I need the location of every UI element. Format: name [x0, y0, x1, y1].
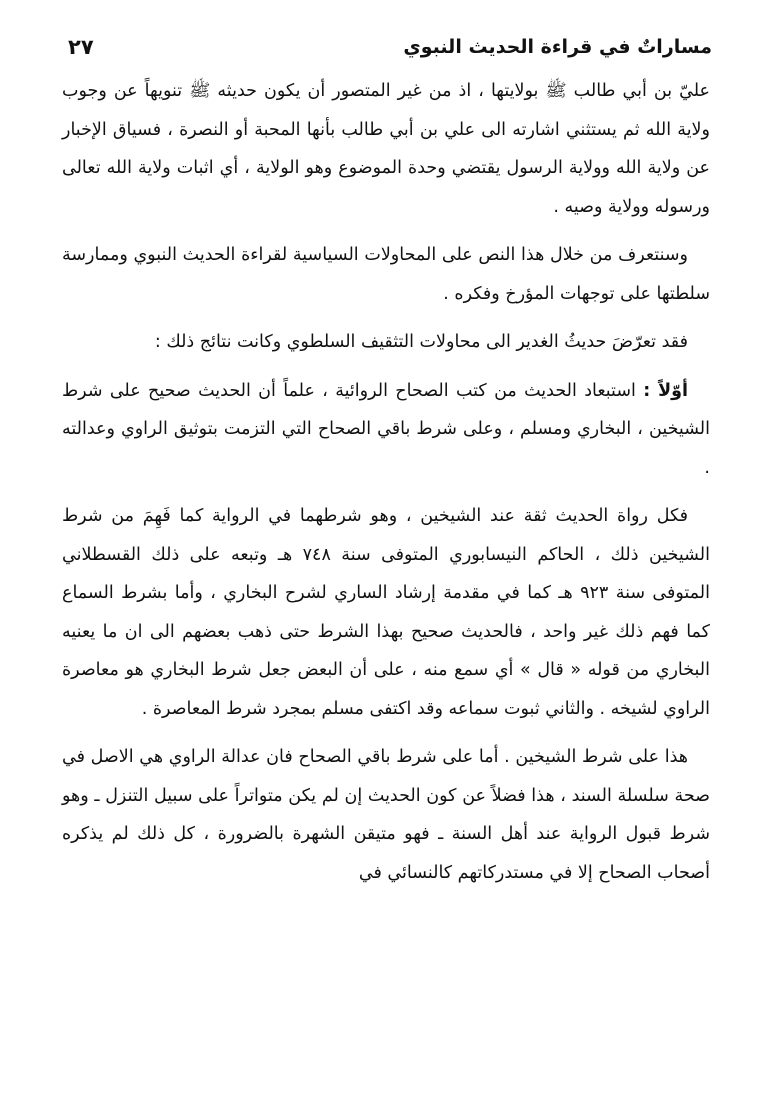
paragraph-4 [62, 372, 710, 488]
paragraph-2: وسنتعرف من خلال هذا النص على المحاولات السياسية لقراءة الحديث النبوي وممارسة سلطتها على توجهات المؤرخ وفكره . [62, 245, 710, 304]
body-text [62, 72, 710, 892]
running-title: مساراتٌ في قراءة الحديث النبوي [403, 36, 712, 58]
paragraph-4-text: استبعاد الحديث من كتب الصحاح الروائية ، علماً أن الحديث صحيح على شرط الشيخين ، البخاري ومسلم ، وعلى شرط باقي الصحاح التي التزمت بتوثيق الراوي وعدالته . [62, 380, 710, 478]
page-number: ٢٧ [68, 35, 94, 59]
paragraph-4-lead: أوّلاً : [643, 380, 688, 401]
paragraph-3: فقد تعرّضَ حديثُ الغدير الى محاولات التثقيف السلطوي وكانت نتائج ذلك : [154, 332, 688, 352]
paragraph-6: هذا على شرط الشيخين . أما على شرط باقي الصحاح فان عدالة الراوي هي الاصل في صحة سلسلة السند ، هذا فضلاً عن كون الحديث إن لم يكن متواتراً على سبيل التنزل ـ وهو شرط قبول الرواية عند أهل السنة ـ فهو متيقن الشهرة بالضرورة ، كل ذلك لم يذكره أصحاب الصحاح إلا في مستدركاتهم كالنسائي في [62, 747, 710, 883]
paragraph-1: عليّ بن أبي طالب ﷺ بولايتها ، اذ من غير المتصور أن يكون حديثه ﷺ تنويهاً عن وجوب ولاية الله ثم يستثني اشارته الى علي بن أبي طالب بأنها المحبة أو النصرة ، فسياق الإخبار عن ولاية الله وولاية الرسول يقتضي وحدة الموضوع وهو الولاية ، أي اثبات ولاية الله تعالى ورسوله وولاية وصيه . [62, 81, 710, 217]
paragraph-5: فكل رواة الحديث ثقة عند الشيخين ، وهو شرطهما في الرواية كما فَهِمَ من شرط الشيخين ذلك ، الحاكم النيسابوري المتوفى سنة ٧٤٨ هـ وتبعه على ذلك القسطلاني المتوفى سنة ٩٢٣ هـ كما في مقدمة إرشاد الساري لشرح البخاري ، وأما بشرط السماع كما فهم ذلك غير واحد ، فالحديث صحيح بهذا الشرط حتى ذهب بعضهم الى ان ما يعنيه البخاري من قوله « قال » أي سمع منه ، على أن البعض جعل شرط البخاري هو معاصرة الراوي لشيخه . والثاني ثبوت سماعه وقد اكتفى مسلم بمجرد شرط المعاصرة . [62, 506, 710, 719]
running-header [68, 30, 712, 64]
